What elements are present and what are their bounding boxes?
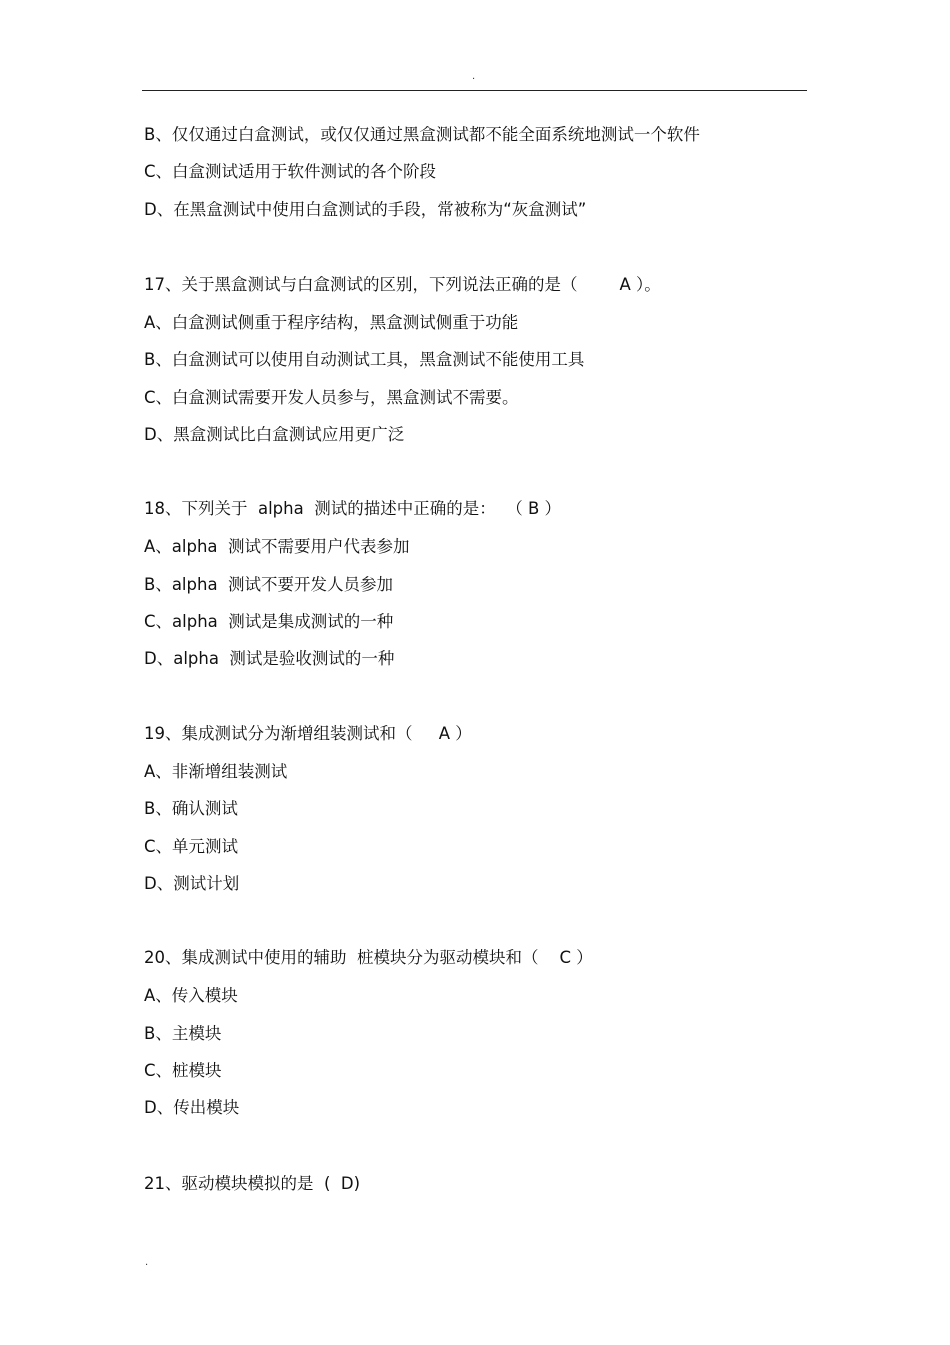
header-rule [142,90,807,91]
question-17: 17、关于黑盒测试与白盒测试的区别，下列说法正确的是（ A ）。 [144,275,661,294]
option-20-b: B、主模块 [144,1024,222,1043]
question-18: 18、下列关于 alpha 测试的描述中正确的是： （ B ） [144,499,562,518]
option-16-d: D、在黑盒测试中使用白盒测试的手段，常被称为“灰盒测试” [144,200,587,219]
option-16-b: B、仅仅通过白盒测试，或仅仅通过黑盒测试都不能全面系统地测试一个软件 [144,125,700,144]
question-21: 21、驱动模块模拟的是 ( D) [144,1174,361,1193]
option-19-b: B、确认测试 [144,799,238,818]
option-18-b: B、alpha 测试不要开发人员参加 [144,575,394,594]
option-18-d: D、alpha 测试是验收测试的一种 [144,649,395,668]
option-17-c: C、白盒测试需要开发人员参与，黑盒测试不需要。 [144,388,519,407]
option-18-c: C、alpha 测试是集成测试的一种 [144,612,394,631]
footer-mark: . [145,1257,149,1268]
question-20: 20、集成测试中使用的辅助 桩模块分为驱动模块和（ C ） [144,948,593,967]
option-19-c: C、单元测试 [144,837,239,856]
option-17-d: D、黑盒测试比白盒测试应用更广泛 [144,425,405,444]
option-17-b: B、白盒测试可以使用自动测试工具，黑盒测试不能使用工具 [144,350,585,369]
option-16-c: C、白盒测试适用于软件测试的各个阶段 [144,162,437,181]
question-19: 19、集成测试分为渐增组装测试和（ A ） [144,724,472,743]
header-mark: . [472,71,476,82]
option-19-d: D、测试计划 [144,874,240,893]
option-20-c: C、桩模块 [144,1061,222,1080]
option-19-a: A、非渐增组装测试 [144,762,288,781]
option-18-a: A、alpha 测试不需要用户代表参加 [144,537,410,556]
option-20-a: A、传入模块 [144,986,238,1005]
option-20-d: D、传出模块 [144,1098,240,1117]
option-17-a: A、白盒测试侧重于程序结构，黑盒测试侧重于功能 [144,313,519,332]
